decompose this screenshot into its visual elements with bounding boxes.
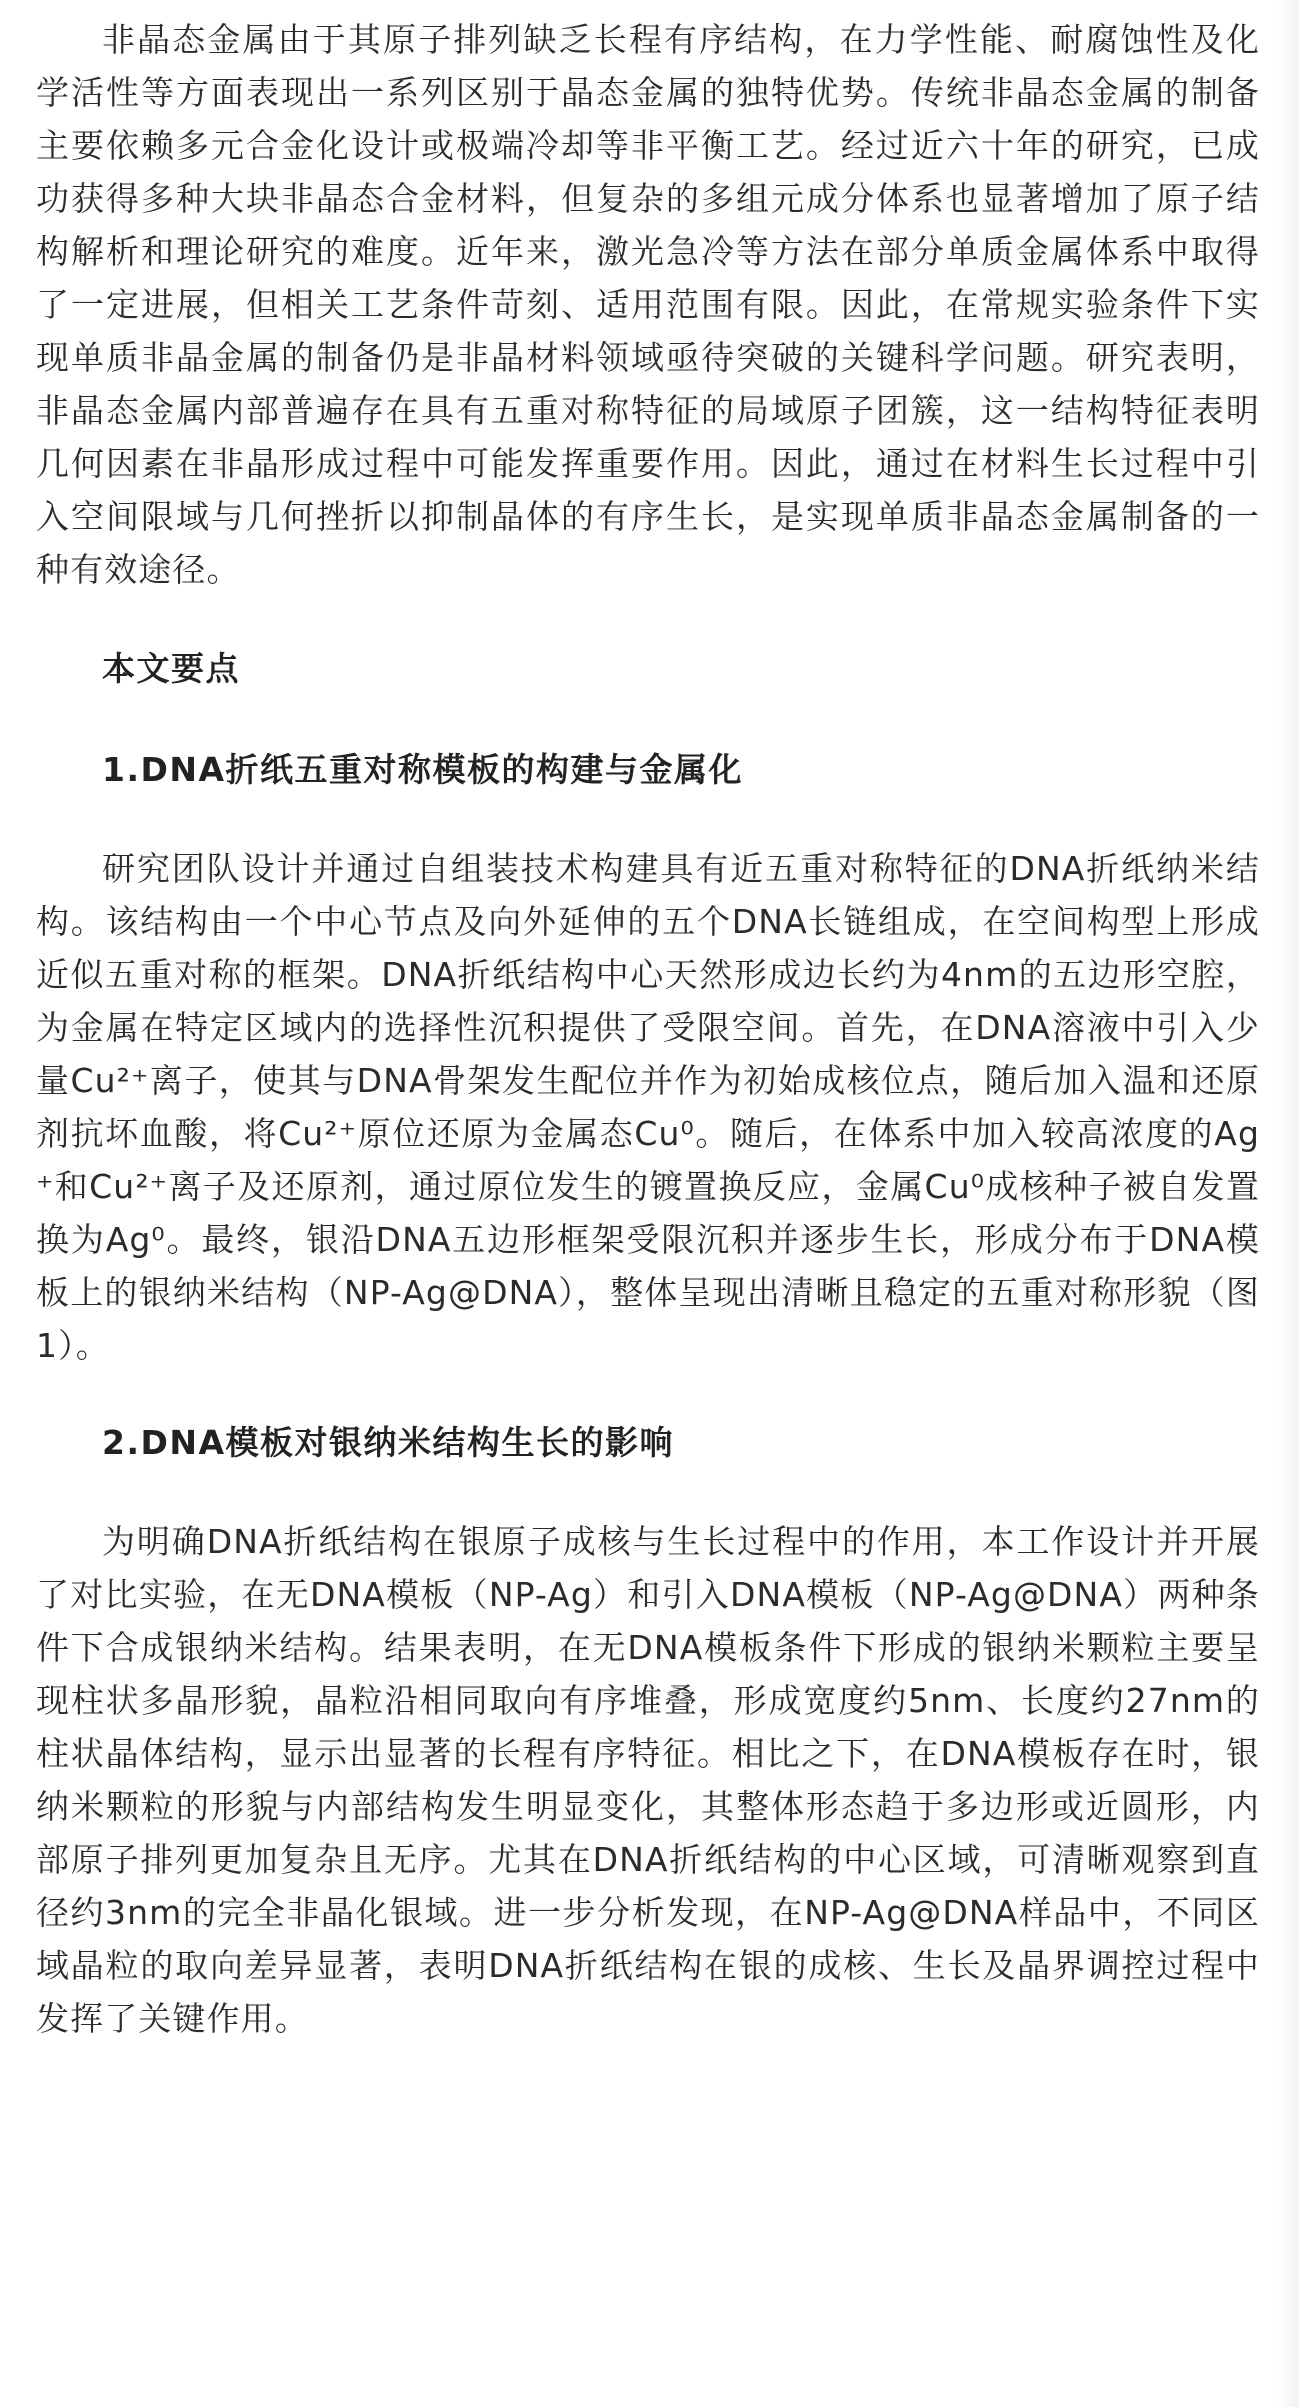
section-2-heading: 2.DNA模板对银纳米结构生长的影响 [102, 1423, 675, 1462]
section-2-paragraph: 为明确DNA折纸结构在银原子成核与生长过程中的作用，本工作设计并开展了对比实验，在无DNA模板（NP-Ag）和引入DNA模板（NP-Ag@DNA）两种条件下合成银纳米结构。结果表明，在无DNA模板条件下形成的银纳米颗粒主要呈现柱状多晶形貌，晶粒沿相同取向有序堆叠，形成宽度约5nm、长度约27nm的柱状晶体结构，显示出显著的长程有序特征。相比之下，在DNA模板存在时，银纳米颗粒的形貌与内部结构发生明显变化，其整体形态趋于多边形或近圆形，内部原子排列更加复杂且无序。尤其在DNA折纸结构的中心区域，可清晰观察到直径约3nm的完全非晶化银域。进一步分析发现，在NP-Ag@DNA样品中，不同区域晶粒的取向差异显著，表明DNA折纸结构在银的成核、生长及晶界调控过程中发挥了关键作用。 [36, 1522, 1260, 2038]
section-1-heading: 1.DNA折纸五重对称模板的构建与金属化 [102, 750, 744, 789]
section-1-paragraph: 研究团队设计并通过自组装技术构建具有近五重对称特征的DNA折纸纳米结构。该结构由一个中心节点及向外延伸的五个DNA长链组成，在空间构型上形成近似五重对称的框架。DNA折纸结构中心天然形成边长约为4nm的五边形空腔，为金属在特定区域内的选择性沉积提供了受限空间。首先，在DNA溶液中引入少量Cu²⁺离子，使其与DNA骨架发生配位并作为初始成核位点，随后加入温和还原剂抗坏血酸，将Cu²⁺原位还原为金属态Cu⁰。随后，在体系中加入较高浓度的Ag⁺和Cu²⁺离子及还原剂，通过原位发生的镀置换反应，金属Cu⁰成核种子被自发置换为Ag⁰。最终，银沿DNA五边形框架受限沉积并逐步生长，形成分布于DNA模板上的银纳米结构（NP-Ag@DNA），整体呈现出清晰且稳定的五重对称形貌（图1）。 [36, 849, 1260, 1365]
key-points-heading: 本文要点 [102, 649, 240, 688]
article-body [36, 0, 1260, 2045]
intro-paragraph: 非晶态金属由于其原子排列缺乏长程有序结构，在力学性能、耐腐蚀性及化学活性等方面表现出一系列区别于晶态金属的独特优势。传统非晶态金属的制备主要依赖多元合金化设计或极端冷却等非平衡工艺。经过近六十年的研究，已成功获得多种大块非晶态合金材料，但复杂的多组元成分体系也显著增加了原子结构解析和理论研究的难度。近年来，激光急冷等方法在部分单质金属体系中取得了一定进展，但相关工艺条件苛刻、适用范围有限。因此，在常规实验条件下实现单质非晶金属的制备仍是非晶材料领域亟待突破的关键科学问题。研究表明，非晶态金属内部普遍存在具有五重对称特征的局域原子团簇，这一结构特征表明几何因素在非晶形成过程中可能发挥重要作用。因此，通过在材料生长过程中引入空间限域与几何挫折以抑制晶体的有序生长，是实现单质非晶态金属制备的一种有效途径。 [36, 20, 1260, 589]
page-edge-shadow [1277, 0, 1299, 2407]
